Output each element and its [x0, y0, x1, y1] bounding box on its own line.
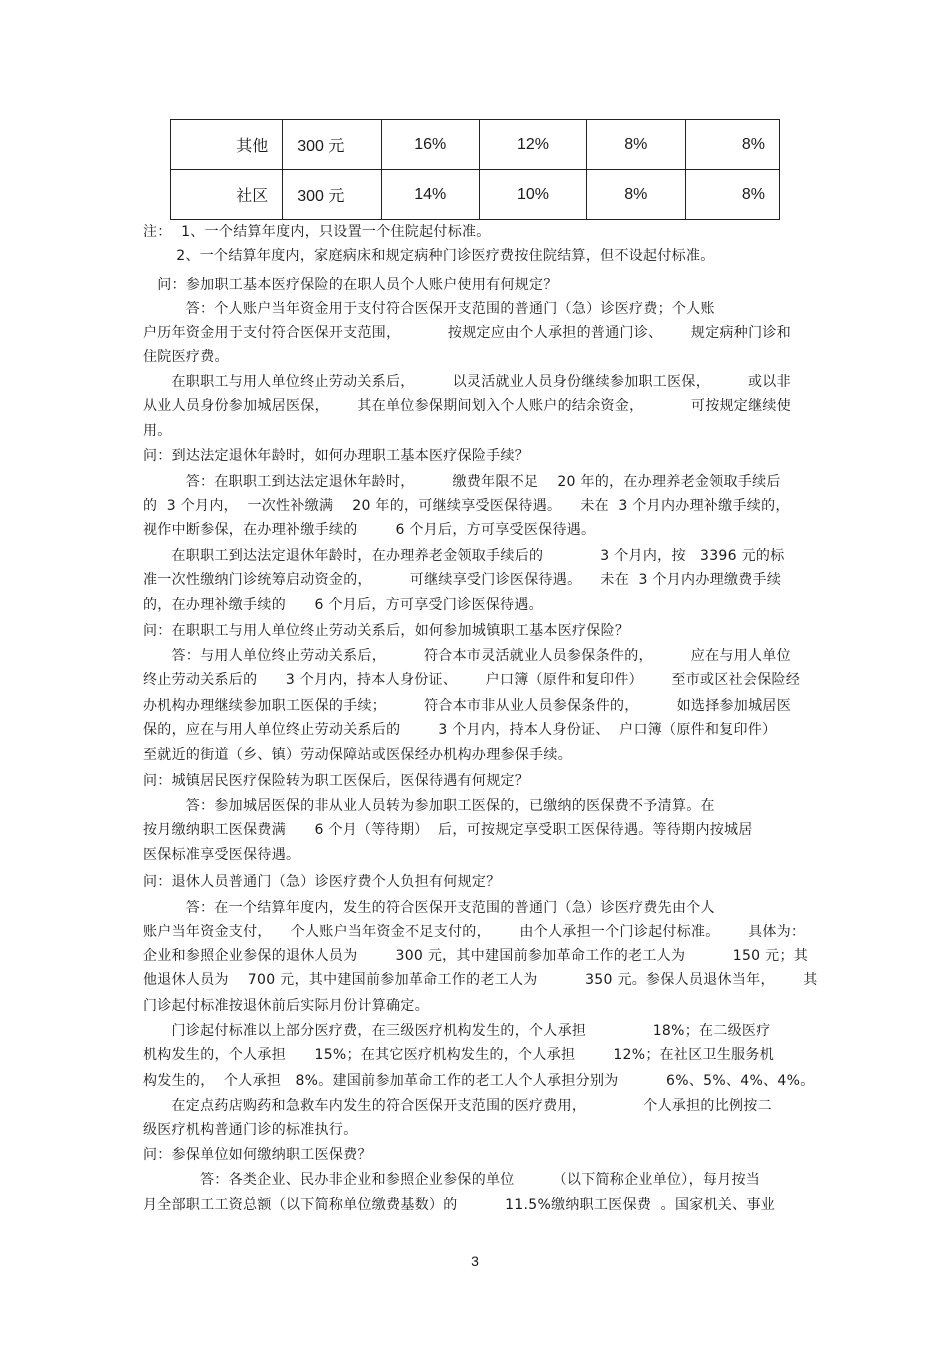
table-row: [171, 120, 780, 170]
table-cell: 14%: [381, 170, 480, 220]
text-line: 保的，应在与用人单位终止劳动关系后的 3 个月内，持本人身份证、 户口簿（原件和复印件）: [143, 722, 777, 738]
text-line: 准一次性缴纳门诊统筹启动资金的， 可继续享受门诊医保待遇。 未在 3 个月内办理缴费手续: [143, 572, 782, 588]
text-line: 视作中断参保，在办理补缴手续的 6 个月后，方可享受医保待遇。: [143, 522, 596, 538]
table-cell: 16%: [381, 120, 480, 170]
text-line: 注： 1、一个结算年度内，只设置一个住院起付标准。: [143, 224, 491, 240]
text-line: 的 3 个月内， 一次性补缴满 20 年的，可继续享受医保待遇。 未在 3 个月内办理补缴手续的，: [143, 498, 790, 514]
table-cell: 其他: [171, 120, 283, 170]
table-cell: 300 元: [283, 170, 381, 220]
text-line: 办机构办理继续参加职工医保的手续； 符合本市非从业人员参保条件的， 如选择参加城居医: [143, 698, 791, 714]
text-line: 问：参加职工基本医疗保险的在职人员个人账户使用有何规定？: [143, 277, 558, 293]
text-line: 医保标准享受医保待遇。: [143, 847, 301, 863]
text-line: 账户当年资金支付， 个人账户当年资金不足支付的， 由个人承担一个门诊起付标准。 具体为：: [143, 924, 806, 940]
table-cell: 8%: [685, 120, 779, 170]
table-cell: 社区: [171, 170, 283, 220]
text-line: 答：参加城居医保的非从业人员转为参加职工医保的，已缴纳的医保费不予清算。在: [143, 798, 715, 814]
text-line: 门诊起付标准以上部分医疗费，在三级医疗机构发生的，个人承担 18%；在二级医疗: [143, 1023, 771, 1039]
text-line: 问：城镇居民医疗保险转为职工医保后，医保待遇有何规定？: [143, 773, 530, 789]
text-line: 问：在职职工与用人单位终止劳动关系后，如何参加城镇职工基本医疗保险？: [143, 623, 630, 639]
text-line: 从业人员身份参加城居医保， 其在单位参保期间划入个人账户的结余资金， 可按规定继续使: [143, 398, 791, 414]
text-line: 在职职工到达法定退休年龄时，在办理养老金领取手续后的 3 个月内，按 3396 元的标: [143, 548, 785, 564]
text-line: 终止劳动关系后的 3 个月内，持本人身份证、 户口簿（原件和复印件） 至市或区社会保险经: [143, 672, 801, 688]
text-line: 级医疗机构普通门诊的标准执行。: [143, 1122, 358, 1138]
text-line: 的，在办理补缴手续的 6 个月后，方可享受门诊医保待遇。: [143, 597, 543, 613]
text-line: 在定点药店购药和急救车内发生的符合医保开支范围的医疗费用， 个人承担的比例按二: [143, 1098, 772, 1114]
text-line: 机构发生的，个人承担 15%；在其它医疗机构发生的，个人承担 12%；在社区卫生服务机: [143, 1047, 775, 1063]
text-line: 问：参保单位如何缴纳职工医保费？: [143, 1147, 372, 1163]
text-line: 企业和参照企业参保的退休人员为 300 元，其中建国前参加革命工作的老工人为 150 元；其: [143, 948, 809, 964]
text-line: 答：各类企业、民办非企业和参照企业参保的单位 （以下简称企业单位），每月按当: [143, 1172, 761, 1188]
page-number: 3: [471, 1253, 479, 1269]
text-line: 门诊起付标准按退休前后实际月份计算确定。: [143, 998, 429, 1014]
rate-table: [170, 119, 780, 220]
text-line: 用。: [143, 423, 172, 439]
text-line: 答：与用人单位终止劳动关系后， 符合本市灵活就业人员参保条件的， 应在与用人单位: [143, 648, 791, 664]
text-line: 至就近的街道（乡、镇）劳动保障站或医保经办机构办理参保手续。: [143, 747, 572, 763]
text-line: 他退休人员为 700 元，其中建国前参加革命工作的老工人为 350 元。参保人员退休当年， 其: [143, 972, 818, 988]
table-row: [171, 170, 780, 220]
text-line: 答：个人账户当年资金用于支付符合医保开支范围的普通门（急）诊医疗费；个人账: [143, 301, 715, 317]
text-line: 问：到达法定退休年龄时，如何办理职工基本医疗保险手续？: [143, 448, 530, 464]
table-cell: 10%: [480, 170, 587, 220]
text-line: 构发生的， 个人承担 8%。建国前参加革命工作的老工人个人承担分别为 6%、5%、4%、4%。: [143, 1073, 815, 1089]
text-line: 2、一个结算年度内，家庭病床和规定病种门诊医疗费按住院结算，但不设起付标准。: [143, 248, 715, 264]
text-line: 按月缴纳职工医保费满 6 个月（等待期） 后，可按规定享受职工医保待遇。等待期内按城居: [143, 822, 753, 838]
table-cell: 8%: [586, 170, 685, 220]
text-line: 答：在一个结算年度内，发生的符合医保开支范围的普通门（急）诊医疗费先由个人: [143, 900, 715, 916]
table-cell: 8%: [586, 120, 685, 170]
table-cell: 8%: [685, 170, 779, 220]
text-line: 在职职工与用人单位终止劳动关系后， 以灵活就业人员身份继续参加职工医保， 或以非: [143, 374, 791, 390]
text-line: 问：退休人员普通门（急）诊医疗费个人负担有何规定？: [143, 874, 501, 890]
text-line: 住院医疗费。: [143, 349, 229, 365]
text-line: 户历年资金用于支付符合医保开支范围， 按规定应由个人承担的普通门诊、 规定病种门诊和: [143, 325, 791, 341]
table-cell: 300 元: [283, 120, 381, 170]
text-line: 答：在职职工到达法定退休年龄时， 缴费年限不足 20 年的，在办理养老金领取手续后: [143, 474, 781, 490]
table-cell: 12%: [480, 120, 587, 170]
text-line: 月全部职工工资总额（以下简称单位缴费基数）的 11.5%缴纳职工医保费 。国家机关、事业: [143, 1197, 776, 1213]
